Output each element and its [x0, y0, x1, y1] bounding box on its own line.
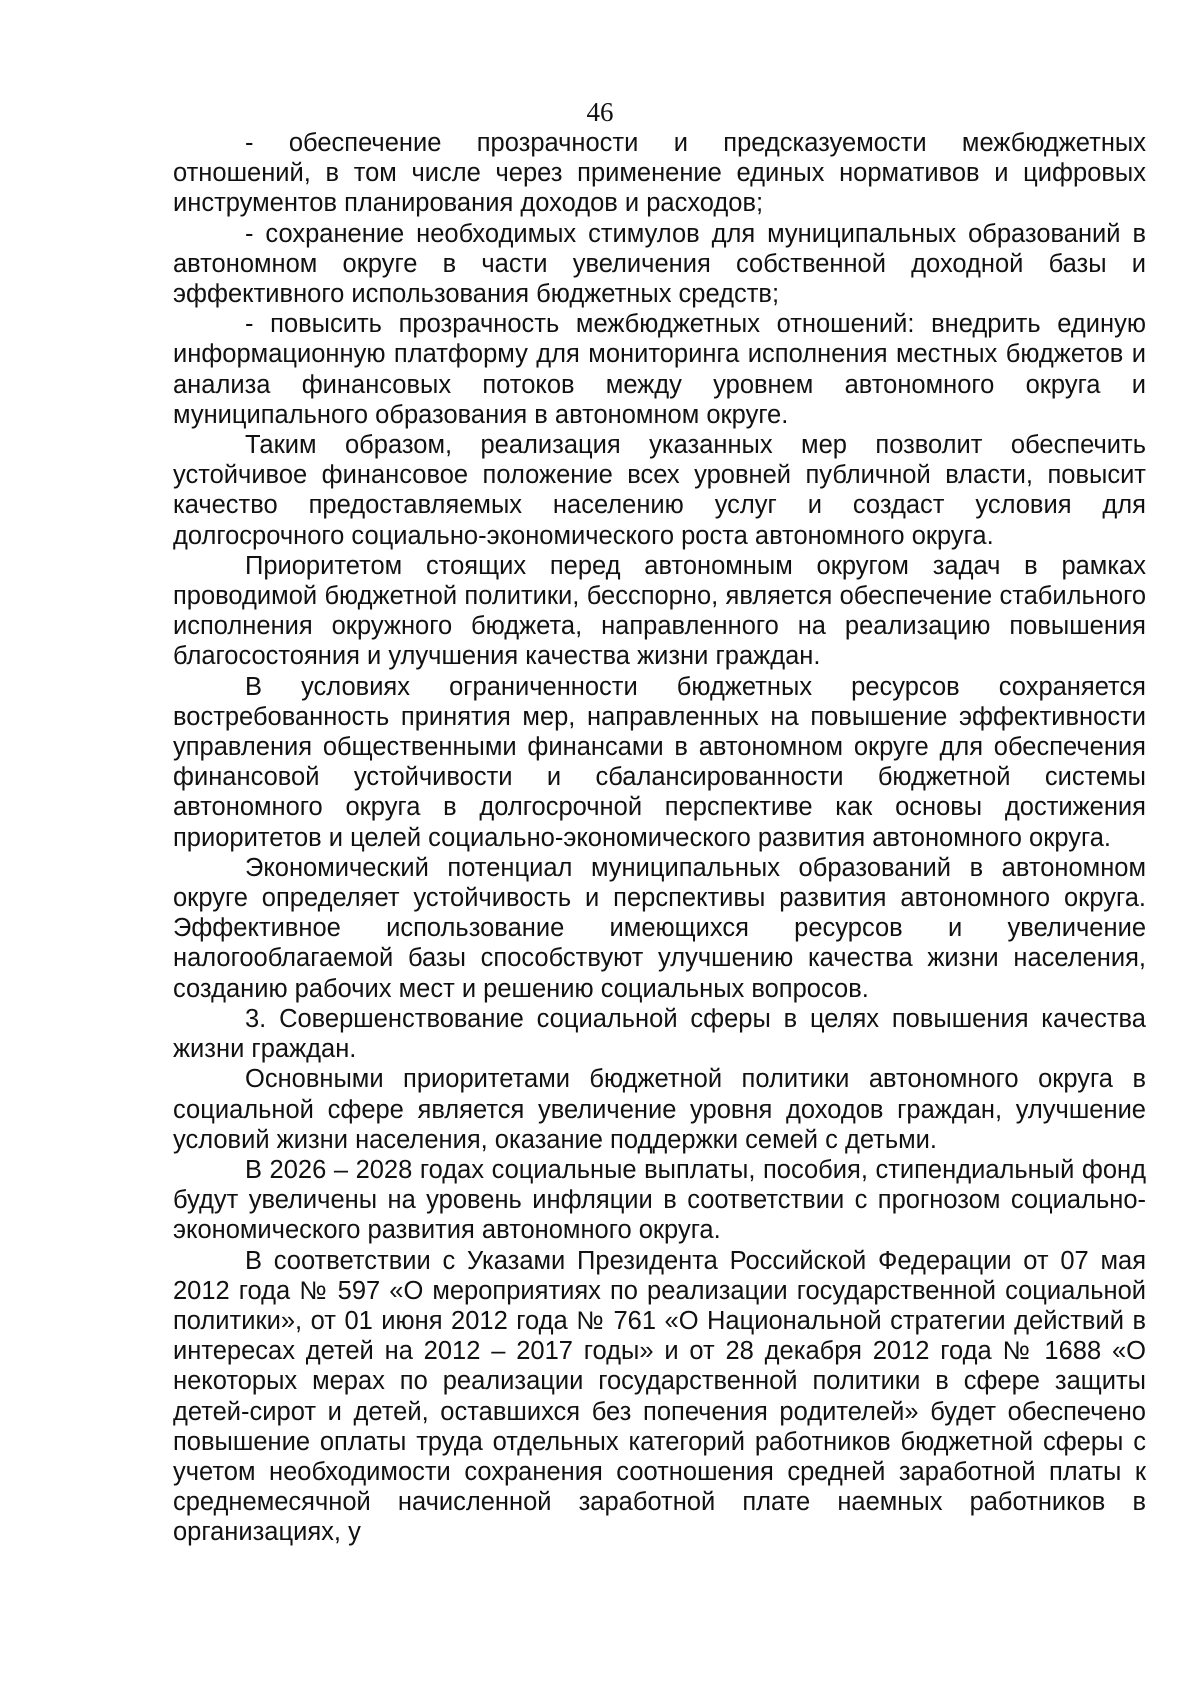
paragraph-limited-resources: В условиях ограниченности бюджетных ресурсов сохраняется востребованность принятия мер, направленных на повышение эффективности управления общественными финансами в автономном округе для обеспечения финансовой устойчивости и сбалансированности бюджетной системы автономного округа в долгосрочной перспективе как основы достижения приоритетов и целей социально-экономического развития автономного округа.	[173, 672, 1146, 852]
paragraph-incentives: - сохранение необходимых стимулов для муниципальных образований в автономном округе в части увеличения собственной доходной базы и эффективного использования бюджетных средств;	[173, 219, 1146, 309]
paragraph-economic-potential: Экономический потенциал муниципальных образований в автономном округе определяет устойчивость и перспективы развития автономного округа. Эффективное использование имеющихся ресурсов и увеличение налогооблагаемой базы способствуют улучшению качества жизни населения, созданию рабочих мест и решению социальных вопросов.	[173, 853, 1146, 1003]
page-number: 46	[586, 97, 614, 127]
document-body	[173, 128, 1146, 1548]
paragraph-transparency-predictability: - обеспечение прозрачности и предсказуемости межбюджетных отношений, в том числе через применение единых нормативов и цифровых инструментов планирования доходов и расходов;	[173, 129, 1146, 218]
paragraph-presidential-decrees: В соответствии с Указами Президента Российской Федерации от 07 мая 2012 года № 597 «О мероприятиях по реализации государственной социальной политики», от 01 июня 2012 года № 761 «О Национальной стратегии действий в интересах детей на 2012 – 2017 годы» и от 28 декабря 2012 года № 1688 «О некоторых мерах по реализации государственной политики в сфере защиты детей-сирот и детей, оставшихся без попечения родителей» будет обеспечено повышение оплаты труда отдельных категорий работников бюджетной сферы с учетом необходимости сохранения соотношения средней заработной платы к среднемесячной начисленной заработной плате наемных работников в организациях, у	[173, 1246, 1146, 1547]
paragraph-conclusion-measures: Таким образом, реализация указанных мер позволит обеспечить устойчивое финансовое положение всех уровней публичной власти, повысит качество предоставляемых населению услуг и создаст условия для долгосрочного социально-экономического роста автономного округа.	[173, 431, 1146, 550]
paragraph-social-payments: В 2026 – 2028 годах социальные выплаты, пособия, стипендиальный фонд будут увеличены на уровень инфляции в соответствии с прогнозом социально-экономического развития автономного округа.	[173, 1155, 1146, 1245]
paragraph-information-platform: - повысить прозрачность межбюджетных отношений: внедрить единую информационную платформу для мониторинга исполнения местных бюджетов и анализа финансовых потоков между уровнем автономного округа и муниципального образования в автономном округе.	[173, 310, 1146, 429]
paragraph-section-heading: 3. Совершенствование социальной сферы в целях повышения качества жизни граждан.	[173, 1004, 1146, 1064]
paragraph-priority-budget: Приоритетом стоящих перед автономным округом задач в рамках проводимой бюджетной политики, бесспорно, является обеспечение стабильного исполнения окружного бюджета, направленного на реализацию повышения благосостояния и улучшения качества жизни граждан.	[173, 551, 1146, 671]
paragraph-social-priorities: Основными приоритетами бюджетной политики автономного округа в социальной сфере является увеличение уровня доходов граждан, улучшение условий жизни населения, оказание поддержки семей с детьми.	[173, 1065, 1146, 1154]
